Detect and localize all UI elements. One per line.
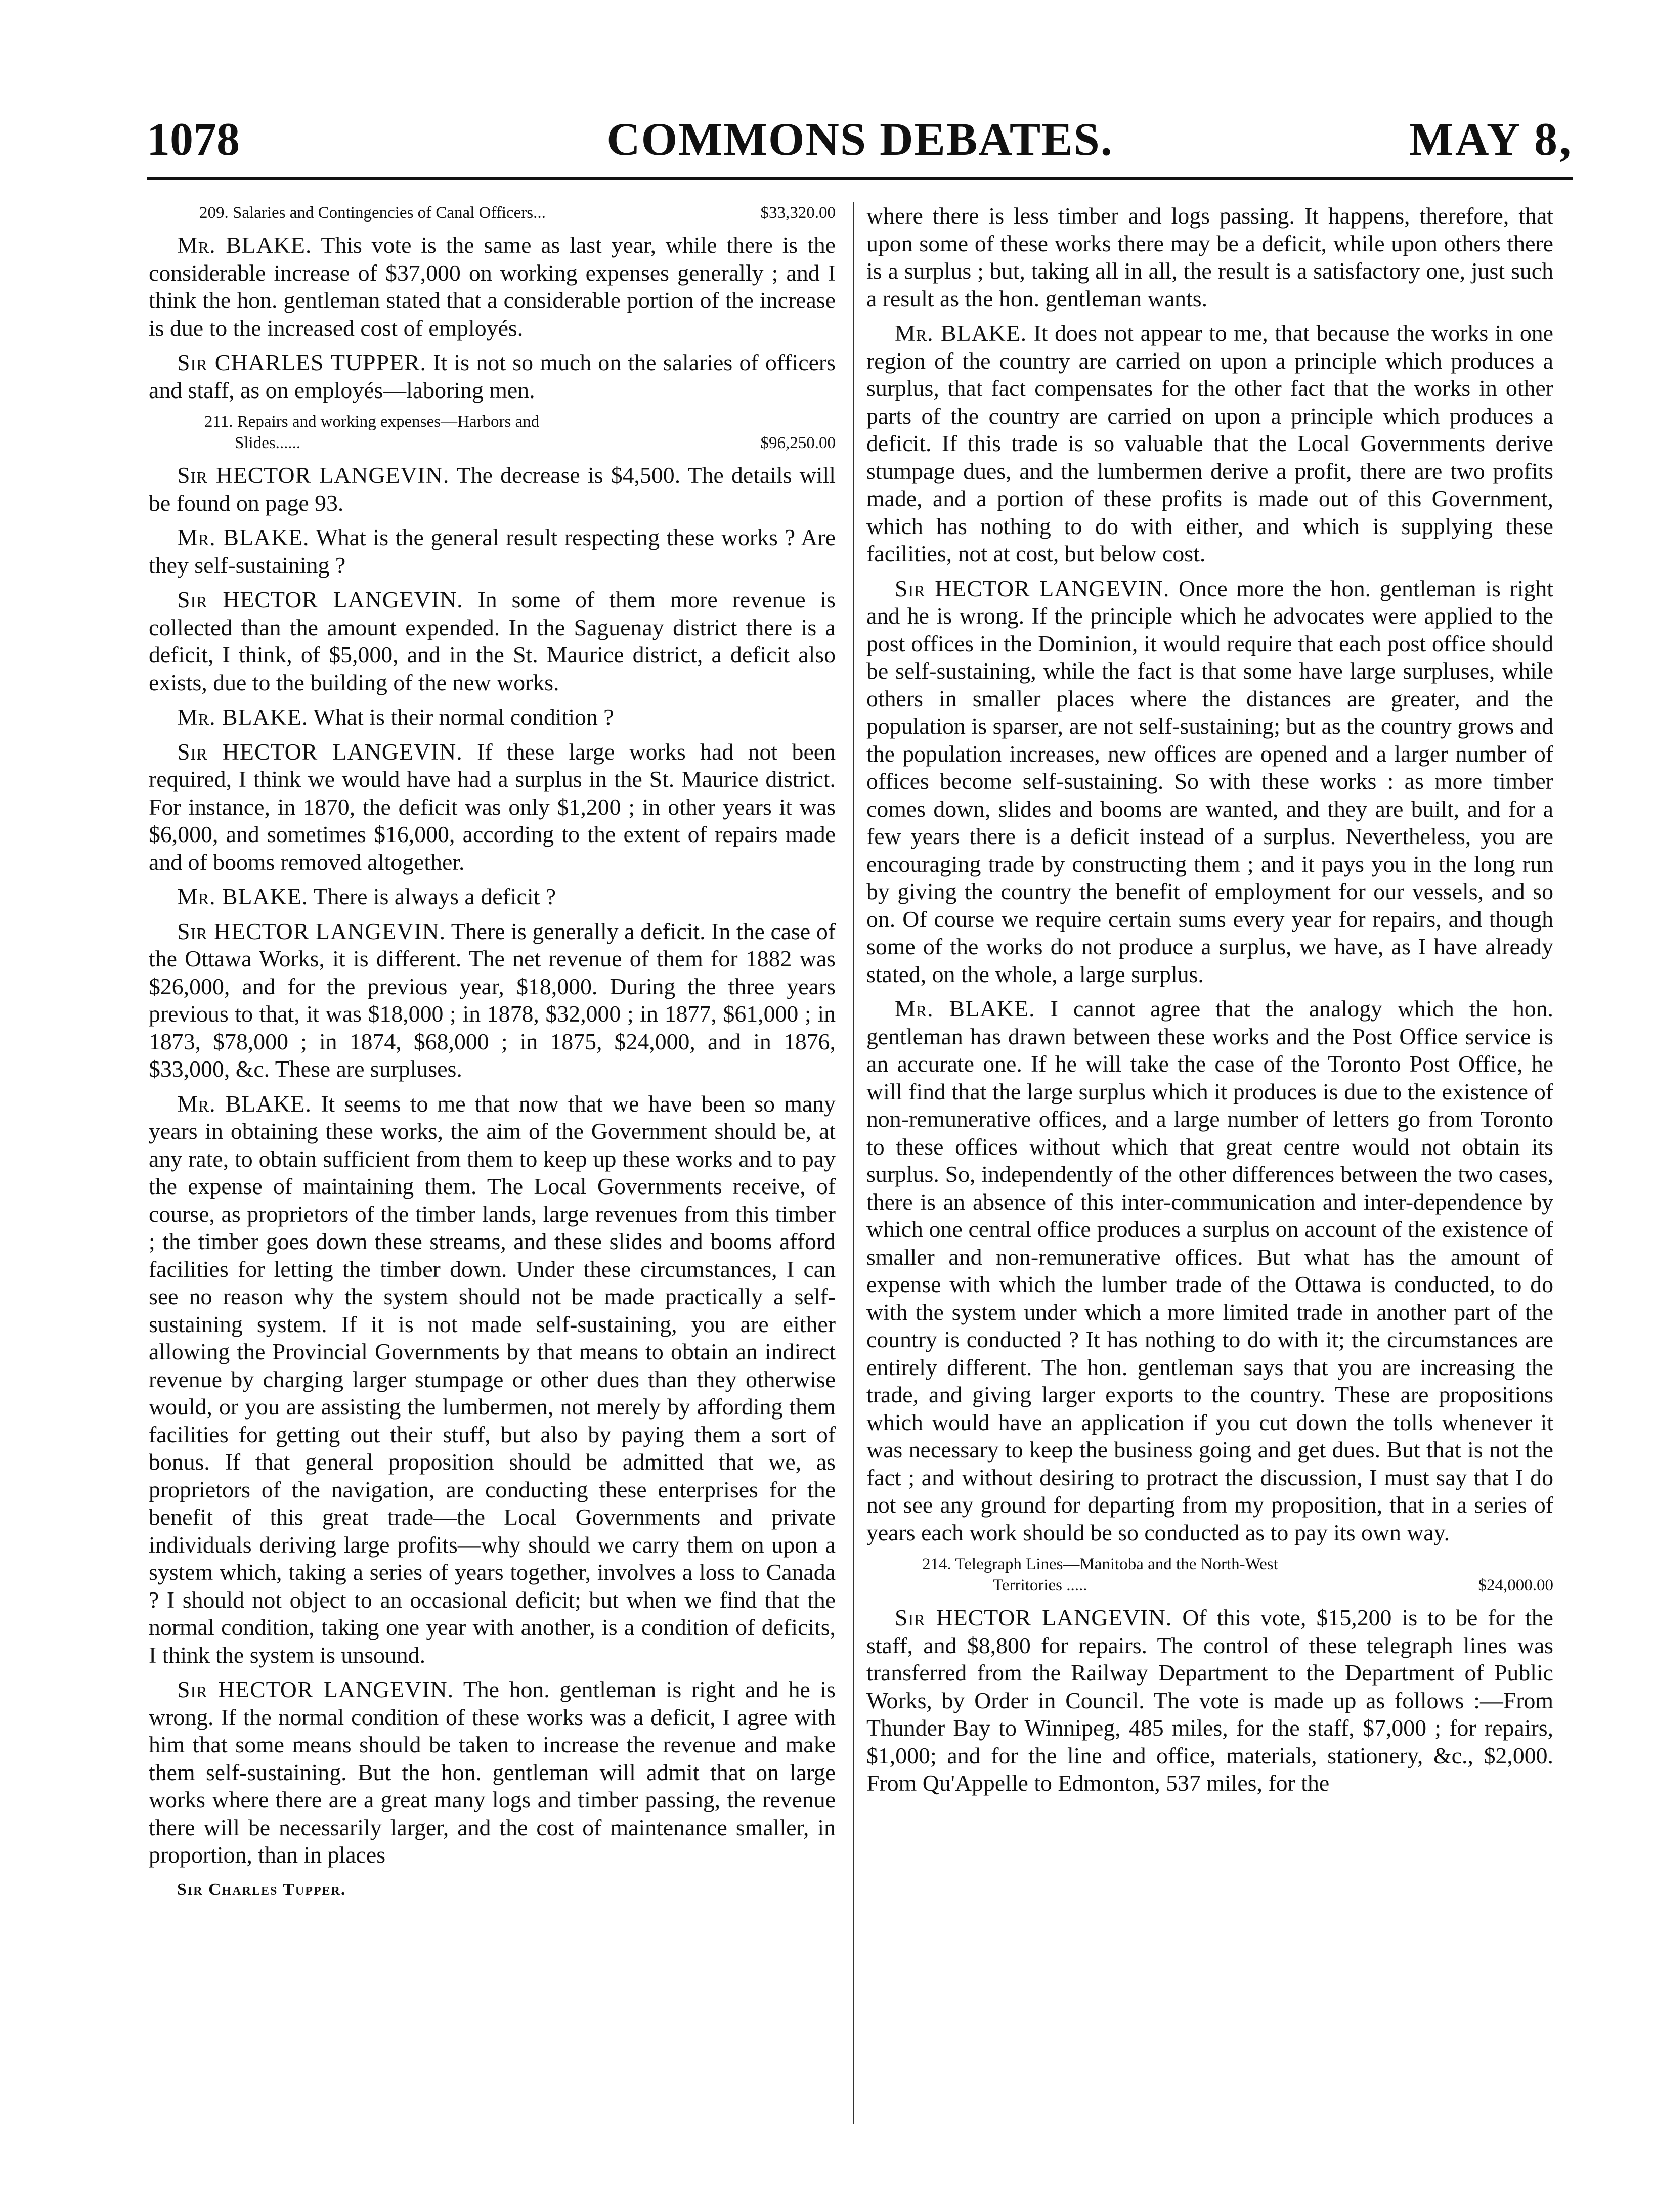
page-header bbox=[147, 106, 1573, 180]
paragraph bbox=[149, 232, 836, 342]
paragraph bbox=[866, 995, 1553, 1546]
speaker-name: Sir HECTOR LANGEVIN. bbox=[895, 575, 1170, 601]
speech-text: In some of them more revenue is collected than the amount expended. In the Saguenay district there is a deficit, I think, of $5,000, and in the St. Maurice district, a deficit also exists, due to the building of the new works. bbox=[149, 587, 836, 695]
speaker-name: Sir HECTOR LANGEVIN. bbox=[177, 738, 463, 765]
paragraph bbox=[149, 349, 836, 404]
column-divider bbox=[853, 202, 854, 2124]
speaker-name: Sir HECTOR LANGEVIN. bbox=[177, 587, 463, 612]
speaker-name: Mr. BLAKE. bbox=[895, 996, 1035, 1022]
paragraph bbox=[866, 202, 1553, 313]
speaker-name: Mr. BLAKE. bbox=[177, 232, 312, 258]
speech-text: I cannot agree that the analogy which the hon. gentleman has drawn between these works and the Post Office service is an accurate one. If he will take the case of the Toronto Post Office, he will find that the large surplus which it produces is due to the existence of non-remunerative offices, and a large number of letters go from Toronto to these offices without which that great centre would not obtain its surplus. So, independently of the other differences between the two cases, there is an absence of this inter-communication and inter-dependence by which one central office produces a surplus on account of the existence of smaller and non-remunerative offices. But what has the amount of expense with which the lumber trade of the Ottawa is conducted, to do with the system under which a more limited trade in another part of the country is conducted ? It has nothing to do with it; the circumstances are entirely different. The hon. gentleman says that you are increasing the trade, and giving larger exports to the country. These are propositions which would have an application if you cut down the tolls whenever it was necessary to keep the business going and get dues. But that is not the fact ; and without desiring to protract the discussion, I must say that I do not see any ground for departing from my proposition, that in a series of years each work should be so conducted as to pay its own way. bbox=[866, 996, 1553, 1545]
paragraph bbox=[149, 703, 836, 731]
speaker-name: Sir HECTOR LANGEVIN. bbox=[177, 918, 446, 944]
speech-text: If these large works had not been required, I think we would have had a surplus in the St. Maurice district. For instance, in 1870, the deficit was only $1,200 ; in other years it was $6,000, and sometimes $16,000, according to the extent of repairs made and of booms removed altogether. bbox=[149, 738, 836, 875]
page-title: COMMONS DEBATES. bbox=[606, 113, 1113, 165]
speaker-name: Sir CHARLES TUPPER. bbox=[177, 349, 426, 375]
speaker-name: Mr. BLAKE. bbox=[177, 524, 310, 550]
vote-item-amount: $24,000.00 bbox=[1478, 1576, 1553, 1595]
vote-item-amount: $33,320.00 bbox=[760, 204, 836, 222]
paragraph bbox=[149, 883, 836, 911]
speech-text: It is not so much on the salaries of officers and staff, as on employés—laboring men. bbox=[149, 349, 836, 403]
vote-item-label: 209. Salaries and Contingencies of Canal Officers... bbox=[199, 204, 546, 222]
vote-item-label-cont: Slides...... bbox=[235, 434, 301, 452]
vote-item-209 bbox=[149, 202, 836, 224]
speaker-name: Mr. BLAKE. bbox=[177, 704, 309, 730]
vote-item-label: 211. Repairs and working expenses—Harbors and bbox=[204, 413, 540, 431]
speaker-name: Mr. BLAKE. bbox=[895, 320, 1027, 346]
vote-item-211 bbox=[149, 411, 836, 454]
speaker-name: Mr. BLAKE. bbox=[177, 883, 309, 909]
speech-text: It does not appear to me, that because the works in one region of the country are carried on upon a principle which produces a surplus, that fact compensates for the other fact that the works in other parts of the country are carried on upon a principle which produces a deficit. If this trade is so valuable that the Local Governments derive stumpage dues, and the lumbermen derive a profit, there are two profits made, and a portion of these profits is made out of this Government, which has nothing to do with either, and which is supplying these facilities, not at cost, but below cost. bbox=[866, 320, 1553, 566]
speech-text: There is generally a deficit. In the case of the Ottawa Works, it is different. The net revenue of them for 1882 was $26,000, and for the previous year, $18,000. During the three years previous to that, it was $18,000 ; in 1878, $32,000 ; in 1877, $61,000 ; in 1873, $78,000 ; in 1874, $68,000 ; in 1875, $24,000, and in 1876, $33,000, &c. These are surpluses. bbox=[149, 918, 836, 1082]
speech-text: What is their normal condition ? bbox=[308, 704, 614, 730]
speaker-name: Sir HECTOR LANGEVIN. bbox=[177, 462, 450, 488]
right-column bbox=[866, 202, 1553, 2124]
speech-text: Of this vote, $15,200 is to be for the staff, and $8,800 for repairs. The control of these telegraph lines was transferred from the Railway Department to the Department of Public Works, by Order in Council. The vote is made up as follows :—From Thunder Bay to Winnipeg, 485 miles, for the staff, $7,000 ; for repairs, $1,000; and for the line and office, materials, stationery, &c., $2,000. From Qu'Appelle to Edmonton, 537 miles, for the bbox=[866, 1605, 1553, 1796]
paragraph bbox=[866, 575, 1553, 989]
paragraph bbox=[149, 1676, 836, 1869]
speaker-name: Sir HECTOR LANGEVIN. bbox=[177, 1676, 454, 1702]
vote-item-label-cont: Territories ..... bbox=[993, 1576, 1087, 1595]
vote-item-label: 214. Telegraph Lines—Manitoba and the North-West bbox=[922, 1555, 1278, 1573]
catchword: Sir Charles Tupper. bbox=[177, 1880, 346, 1899]
page-number: 1078 bbox=[147, 113, 240, 165]
speech-text: There is always a deficit ? bbox=[308, 883, 556, 909]
paragraph bbox=[149, 738, 836, 876]
speech-text: The hon. gentleman is right and he is wrong. If the normal condition of these works was a deficit, I agree with him that some means should be taken to increase the revenue and make them self-sustaining. But the hon. gentleman will admit that on large works where there are a great many logs and timber passing, the revenue there will be necessarily larger, and the cost of maintenance smaller, in proportion, than in places bbox=[149, 1676, 836, 1868]
speech-text: Once more the hon. gentleman is right and he is wrong. If the principle which he advocates were applied to the post offices in the Dominion, it would require that each post office should be self-sustaining, while the fact is that some have large surpluses, while others in smaller places where the distances are greater, and the population is sparser, are not self-sustaining; but as the country grows and the population increases, new offices are opened and a larger number of offices become self-sustaining. So with these works : as more timber comes down, slides and booms are wanted, and they are built, and for a few years there is a deficit instead of a surplus. Nevertheless, you are encouraging trade by constructing them ; and it pays you in the long run by giving the country the benefit of employment for our vessels, and so on. Of course we require certain sums every year for repairs, and though some of the works do not produce a surplus, we have, as I have already stated, on the whole, a large surplus. bbox=[866, 575, 1553, 987]
speaker-name: Sir HECTOR LANGEVIN. bbox=[895, 1605, 1172, 1630]
speech-text: What is the general result respecting these works ? Are they self-sustaining ? bbox=[149, 524, 836, 578]
paragraph bbox=[149, 524, 836, 579]
vote-item-amount: $96,250.00 bbox=[760, 434, 836, 452]
speech-text: The decrease is $4,500. The details will be found on page 93. bbox=[149, 462, 836, 516]
paragraph bbox=[866, 320, 1553, 568]
paragraph bbox=[866, 1604, 1553, 1797]
paragraph bbox=[149, 462, 836, 517]
left-column bbox=[149, 202, 836, 2124]
paragraph bbox=[149, 918, 836, 1083]
paragraph bbox=[149, 586, 836, 696]
vote-item-214 bbox=[866, 1554, 1553, 1596]
speech-text: This vote is the same as last year, while there is the considerable increase of $37,000 on working expenses generally ; and I think the hon. gentleman stated that a considerable portion of the increase is due to the increased cost of employés. bbox=[149, 232, 836, 341]
speech-text: It seems to me that now that we have been so many years in obtaining these works, the aim of the Government should be, at any rate, to obtain sufficient from them to keep up these works and to pay the expense of maintaining them. The Local Governments receive, of course, as proprietors of the timber lands, large revenues from this timber ; the timber goes down these streams, and these slides and booms afford facilities for letting the timber down. Under these circumstances, I can see no reason why the system should not be made practically a self-sustaining system. If it is not made self-sustaining, you are either allowing the Provincial Governments by that means to obtain an indirect revenue by charging larger stumpage or other dues than they otherwise would, or you are assisting the lumbermen, not merely by affording them facilities for getting out their stuff, but also by paying them a sort of bonus. If that general proposition should be admitted that we, as proprietors of the navigation, are conducting these enterprises for the benefit of this great trade—the Local Governments and private individuals deriving large profits—why should we carry them on upon a system which, taking a series of years together, involves a loss to Canada ? I should not object to an occasional deficit; but when we find that the normal condition, taking one year with another, is a condition of deficits, I think the system is unsound. bbox=[149, 1090, 836, 1668]
speech-text: where there is less timber and logs passing. It happens, therefore, that upon some of these works there may be a deficit, while upon others there is a surplus ; but, taking all in all, the result is a satisfactory one, just such a result as the hon. gentleman wants. bbox=[866, 203, 1553, 312]
speaker-name: Mr. BLAKE. bbox=[177, 1090, 312, 1117]
page-date: MAY 8, bbox=[1409, 113, 1573, 165]
paragraph bbox=[149, 1090, 836, 1669]
